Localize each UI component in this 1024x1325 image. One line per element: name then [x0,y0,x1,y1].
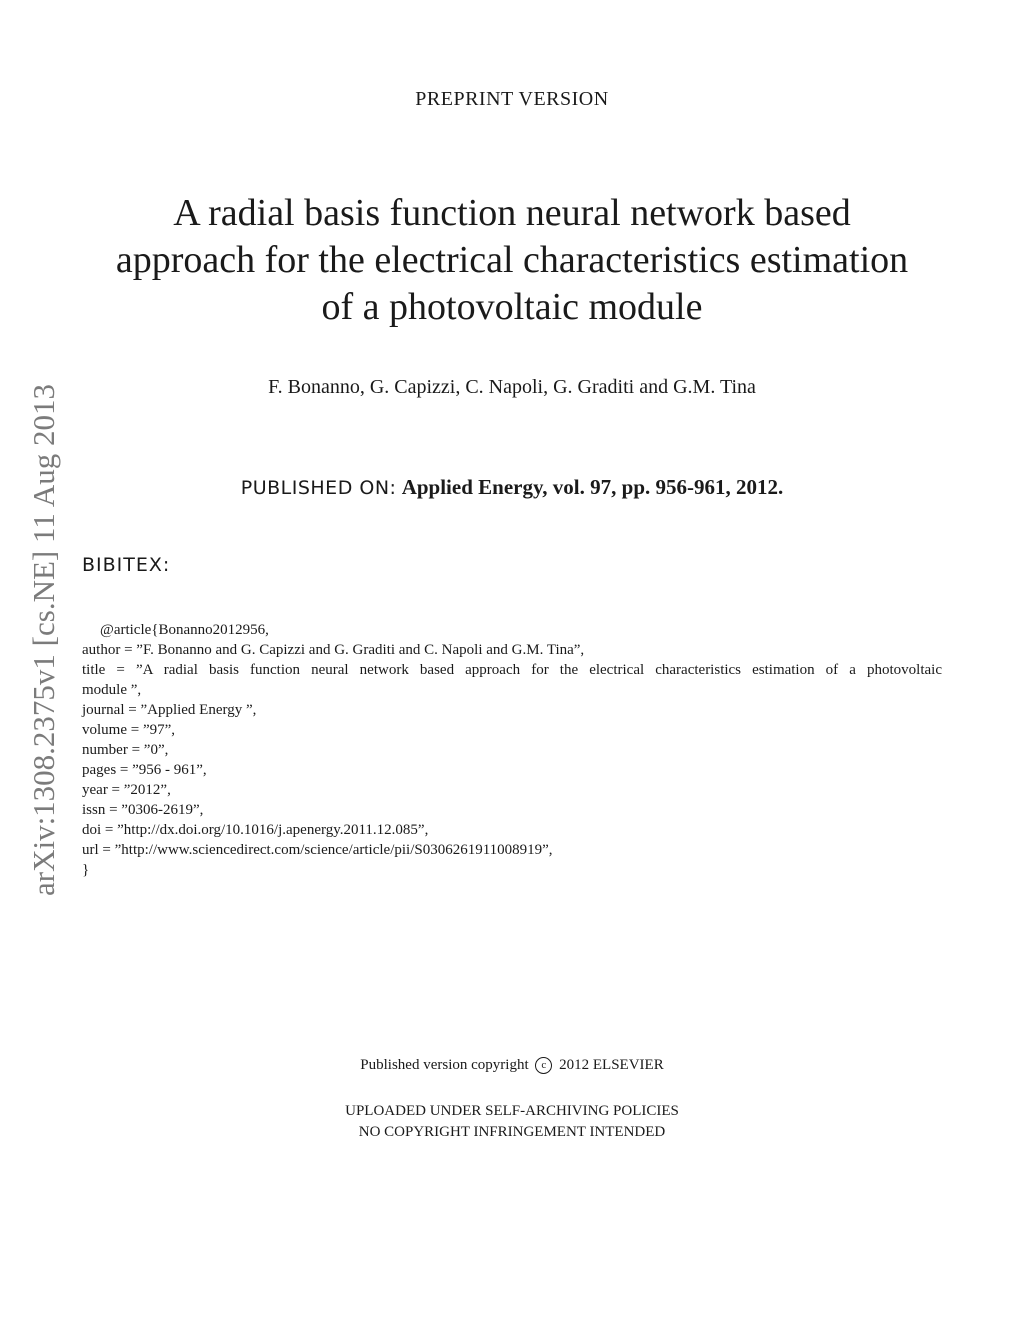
copyright-text: Published version copyright [360,1057,529,1073]
title-line: of a photovoltaic module [321,286,703,328]
policy-line: NO COPYRIGHT INFRINGEMENT INTENDED [358,1124,666,1140]
title-line: approach for the electrical characteristics estimation [115,239,909,281]
bibtex-issn: issn = ”0306-2619”, [82,802,204,818]
bibtex-pages: pages = ”956 - 961”, [82,762,207,778]
copyright-notice [0,1057,1024,1074]
published-value: Applied Energy, vol. 97, pp. 956-961, 2012. [401,475,784,499]
publication-info [0,475,1024,500]
policy-line: UPLOADED UNDER SELF-ARCHIVING POLICIES [345,1103,679,1119]
bibtex-year: year = ”2012”, [82,782,171,798]
paper-title [0,190,1024,331]
title-line: A radial basis function neural network based [173,192,851,234]
bibtex-number: number = ”0”, [82,742,169,758]
bibtex-volume: volume = ”97”, [82,722,176,738]
policy-notice [0,1101,1024,1143]
bibtex-title: title = ”A radial basis function neural network based approach for the electrical characteristics estimation of a photovoltaic [82,662,942,678]
bibtex-open: @article{Bonanno2012956, [100,622,269,638]
preprint-header: PREPRINT VERSION [415,88,609,110]
bibtex-entry [82,620,942,880]
author-list: F. Bonanno, G. Capizzi, C. Napoli, G. Graditi and G.M. Tina [268,376,756,398]
bibtex-author: author = ”F. Bonanno and G. Capizzi and G. Graditi and C. Napoli and G.M. Tina”, [82,642,585,658]
bibtex-close: } [82,862,90,878]
copyright-holder: 2012 ELSEVIER [559,1057,664,1073]
published-label: PUBLISHED ON: [240,477,397,499]
bibtex-journal: journal = ”Applied Energy ”, [82,702,257,718]
bibtex-doi[interactable]: doi = ”http://dx.doi.org/10.1016/j.apenergy.2011.12.085”, [82,822,429,838]
bibtex-title-cont: module ”, [82,682,142,698]
copyright-icon: c [535,1057,552,1074]
bibtex-url[interactable]: url = ”http://www.sciencedirect.com/science/article/pii/S0306261911008919”, [82,842,553,858]
bibtex-heading: BIBITEX: [82,554,171,576]
arxiv-stamp: arXiv:1308.2375v1 [cs.NE] 11 Aug 2013 [26,383,61,897]
